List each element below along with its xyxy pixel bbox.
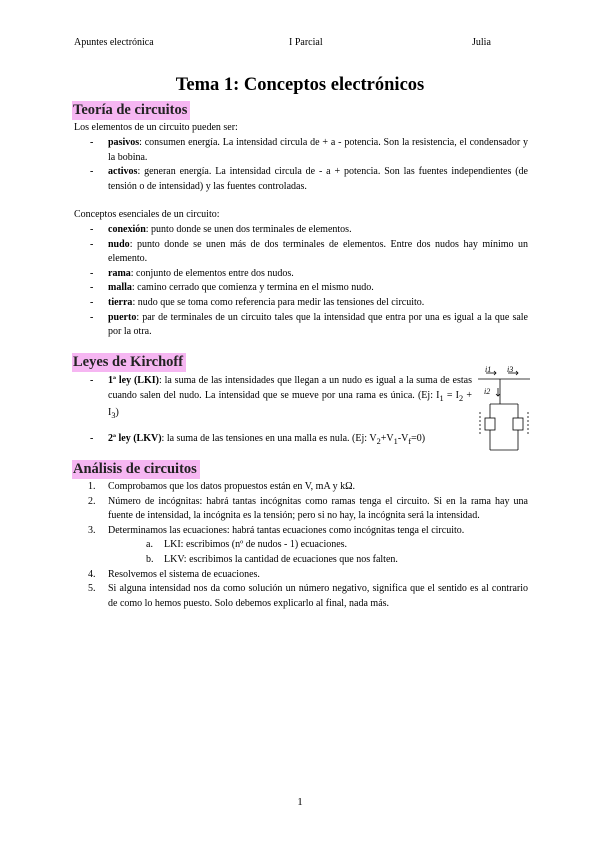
- kirchhoff-circuit-diagram: [476, 366, 532, 458]
- header-left: Apuntes electrónica: [74, 37, 154, 48]
- kirchhoff-law-2: [88, 432, 488, 450]
- subscript: 1: [439, 393, 444, 403]
- definition: : par de terminales de un circuito tales que la intensidad que entra por una es igual a la que sale por la otra.: [108, 311, 528, 338]
- page-number: 1: [297, 796, 303, 808]
- list-item: [88, 296, 528, 311]
- term: 1ª ley (LKI): [108, 375, 159, 386]
- term: puerto: [108, 311, 137, 323]
- list-item: [88, 524, 528, 568]
- header-right: Julia: [472, 37, 491, 48]
- definition-part: + I: [108, 389, 473, 419]
- list-item: [88, 238, 528, 267]
- list-item: Comprobamos que los datos propuestos están en V, mA y kΩ.: [108, 481, 356, 492]
- definition: : consumen energía. La intensidad circula de + a - potencia. Son la resistencia, el condensador y la bobina.: [108, 137, 528, 163]
- definition: : punto donde se unen más de dos terminales de elementos. Entre dos nudos hay mínimo un elemento.: [108, 238, 528, 265]
- definition-part: =0): [411, 433, 426, 444]
- term: tierra: [108, 296, 133, 308]
- list-item: [88, 374, 472, 424]
- list-item: [88, 311, 528, 340]
- list-item: Resolvemos el sistema de ecuaciones.: [108, 568, 260, 580]
- step-text: Determinamos las ecuaciones: habrá tantas ecuaciones como incógnitas tenga el circuito.: [108, 524, 465, 536]
- list-item: Número de incógnitas: habrá tantas incógnitas como ramas tenga el circuito. Si en la rama hay una fuente de intensidad, la incógnita es la tensión; pero si no hay, la incógnita será la intensidad.: [108, 495, 528, 522]
- kirchhoff-law-1: [88, 374, 472, 424]
- definition-part: +V: [380, 433, 394, 444]
- definition-part: = I: [443, 389, 460, 401]
- subscript: 1: [393, 437, 398, 446]
- list-item: [88, 432, 488, 450]
- definition: : nudo que se toma como referencia para medir las tensiones del circuito.: [132, 296, 425, 308]
- header-center: I Parcial: [289, 37, 323, 48]
- list-item: [88, 223, 528, 238]
- term: pasivos: [108, 137, 140, 148]
- subscript: 2: [459, 393, 464, 403]
- subscript: 3: [111, 411, 116, 421]
- subscript: f: [408, 437, 412, 446]
- definition: : punto donde se unen dos terminales de elementos.: [145, 224, 352, 235]
- concepts-intro: Conceptos esenciales de un circuito:: [74, 209, 220, 220]
- i1-label: i1: [485, 366, 492, 374]
- term: rama: [108, 267, 131, 279]
- definition: : camino cerrado que comienza y termina en el mismo nudo.: [131, 282, 374, 294]
- list-item: LKV: escribimos la cantidad de ecuaciones que nos falten.: [164, 553, 398, 565]
- definition: : la suma de las intensidades que llegan a un nudo es igual a la suma de estas cuando salen del nudo. La intensidad que se mueve por una rama es única. (Ej: I: [108, 375, 472, 401]
- i2-label: i2: [484, 387, 491, 396]
- list-item: [88, 165, 528, 194]
- i3-label: i3: [507, 366, 514, 374]
- analysis-steps: [88, 480, 528, 611]
- section-heading-analysis: Análisis de circuitos: [72, 460, 200, 479]
- term: conexión: [108, 224, 146, 235]
- list-item: LKI: escribimos (nº de nudos - 1) ecuaciones.: [164, 539, 348, 551]
- resistor-left: [485, 418, 495, 430]
- definition-part: ): [115, 407, 119, 419]
- section-heading-circuits: Teoría de circuitos: [72, 101, 190, 120]
- list-item: [88, 267, 528, 282]
- elements-intro: Los elementos de un circuito pueden ser:: [74, 122, 238, 133]
- analysis-substeps: [108, 538, 528, 567]
- term: malla: [108, 282, 132, 294]
- definition-part: -V: [397, 433, 409, 444]
- subscript: 2: [376, 437, 381, 446]
- section-heading-kirchhoff: Leyes de Kirchoff: [72, 353, 186, 372]
- definition: : la suma de las tensiones en una malla es nula. (Ej: V: [161, 433, 377, 444]
- list-item: [88, 281, 528, 296]
- page-title: Tema 1: Conceptos electrónicos: [175, 75, 425, 95]
- term: activos: [108, 166, 138, 178]
- list-item: Si alguna intensidad nos da como solución un número negativo, significa que el sentido es al contrario de como lo hemos puesto. Solo debemos explicarlo al final, nada más.: [108, 583, 528, 609]
- term: 2ª ley (LKV): [108, 433, 162, 444]
- list-item: [88, 136, 528, 165]
- concepts-list: [88, 223, 528, 340]
- definition: : conjunto de elementos entre dos nudos.: [130, 267, 294, 279]
- term: nudo: [108, 238, 130, 250]
- resistor-right: [513, 418, 523, 430]
- elements-list: [88, 136, 528, 194]
- definition: : generan energía. La intensidad circula de - a + potencia. Son las fuentes independientes (de tensión o de intensidad) y las fuentes controladas.: [108, 166, 528, 192]
